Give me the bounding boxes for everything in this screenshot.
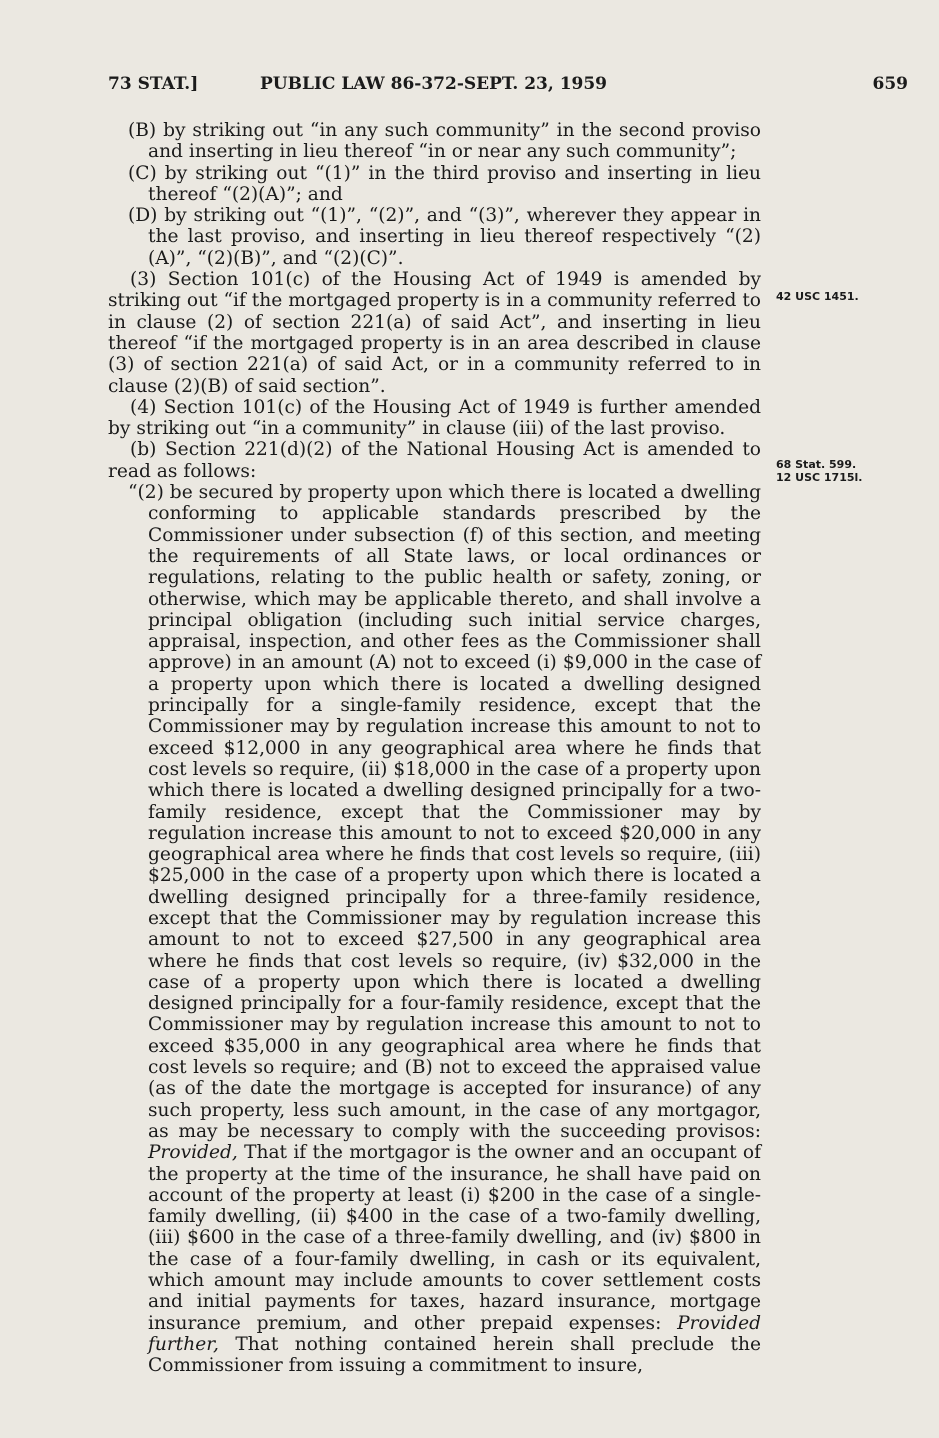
paragraph-4: (4) Section 101(c) of the Housing Act of 1949 is further amended by striking out “in a community” in clause (iii) of the last proviso. (108, 396, 761, 440)
margin-citation-line: 68 Stat. 599. (776, 458, 857, 471)
proviso-keyword: Provided, (148, 1142, 238, 1164)
page-number: 659 (872, 74, 908, 94)
quote-text: That nothing contained herein shall preclude the Commissioner from issuing a commitment to insure, (148, 1333, 761, 1377)
running-title: PUBLIC LAW 86-372-SEPT. 23, 1959 (260, 74, 608, 94)
paragraph-3: (3) Section 101(c) of the Housing Act of 1949 is amended by striking out “if the mortgaged property is in a community referred to in clause (2) of section 221(a) of said Act”, and inserting in lieu thereof “if the mortgaged property is in an area described in clause (3) of section 221(a) of said Act, or in a community referred to in clause (2)(B) of said section”. (108, 269, 761, 397)
body-text (108, 120, 761, 1377)
paragraph-b: (b) Section 221(d)(2) of the National Housing Act is amended to read as follows: (108, 439, 761, 482)
page-header (108, 74, 908, 100)
quoted-amendment (108, 482, 761, 1376)
clause-d: (D) by striking out “(1)”, “(2)”, and “(3)”, wherever they appear in the last proviso, and inserting in lieu thereof respectively “(2)(A)”, “(2)(B)”, and “(2)(C)”. (128, 205, 761, 269)
proviso-keyword: Provided further, (148, 1312, 761, 1355)
margin-citation-line: 12 USC 1715l. (776, 471, 863, 484)
quote-text: That if the mortgagor is the owner and an occupant of the property at the time of the insurance, he shall have paid on account of the property at least (i) $200 in the case of a single-family dwelling, (ii) $400 in the case of a two-family dwelling, (iii) $600 in the case of a three-family dwelling, and (iv) $800 in the case of a four-family dwelling, in cash or its equivalent, which amount may include amounts to cover settlement costs and initial payments for taxes, hazard insurance, mortgage insurance premium, and other prepaid expenses: (148, 1142, 761, 1334)
margin-citation: 42 USC 1451. (776, 290, 859, 303)
margin-citation (776, 458, 916, 484)
statute-volume: 73 STAT.] (108, 74, 199, 94)
quote-text: “(2) be secured by property upon which there is located a dwelling conforming to applicable standards prescribed by the Commissioner under subsection (f) of this section, and meeting the requirements of all State laws, or local ordinances or regulations, relating to the public health or safety, zoning, or otherwise, which may be applicable thereto, and shall involve a principal obligation (including such initial service charges, appraisal, inspection, and other fees as the Commissioner shall approve) in an amount (A) not to exceed (i) $9,000 in the case of a property upon which there is located a dwelling designed principally for a single-family residence, except that the Commissioner may by regulation increase this amount to not to exceed $12,000 in any geographical area where he finds that cost levels so require, (ii) $18,000 in the case of a property upon which there is located a dwelling designed principally for a two-family residence, except that the Commissioner may by regulation increase this amount to not to exceed $20,000 in any geographical area where he finds that cost levels so require, (iii) $25,000 in the case of a property upon which there is located a dwelling designed principally for a three-family residence, except that the Commissioner may by regulation increase this amount to not to exceed $27,500 in any geographical area where he finds that cost levels so require, (iv) $32,000 in the case of a property upon which there is located a dwelling designed principally for a four-family residence, except that the Commissioner may by regulation increase this amount to not to exceed $35,000 in any geographical area where he finds that cost levels so require; and (B) not to exceed the appraised value (as of the date the mortgage is accepted for insurance) of any such property, less such amount, in the case of any mortgagor, as may be necessary to comply with the succeeding provisos: (128, 482, 761, 1142)
clause-b: (B) by striking out “in any such community” in the second proviso and inserting in lieu thereof “in or near any such community”; (128, 120, 761, 163)
clause-c: (C) by striking out “(1)” in the third proviso and inserting in lieu thereof “(2)(A)”; and (128, 162, 761, 205)
